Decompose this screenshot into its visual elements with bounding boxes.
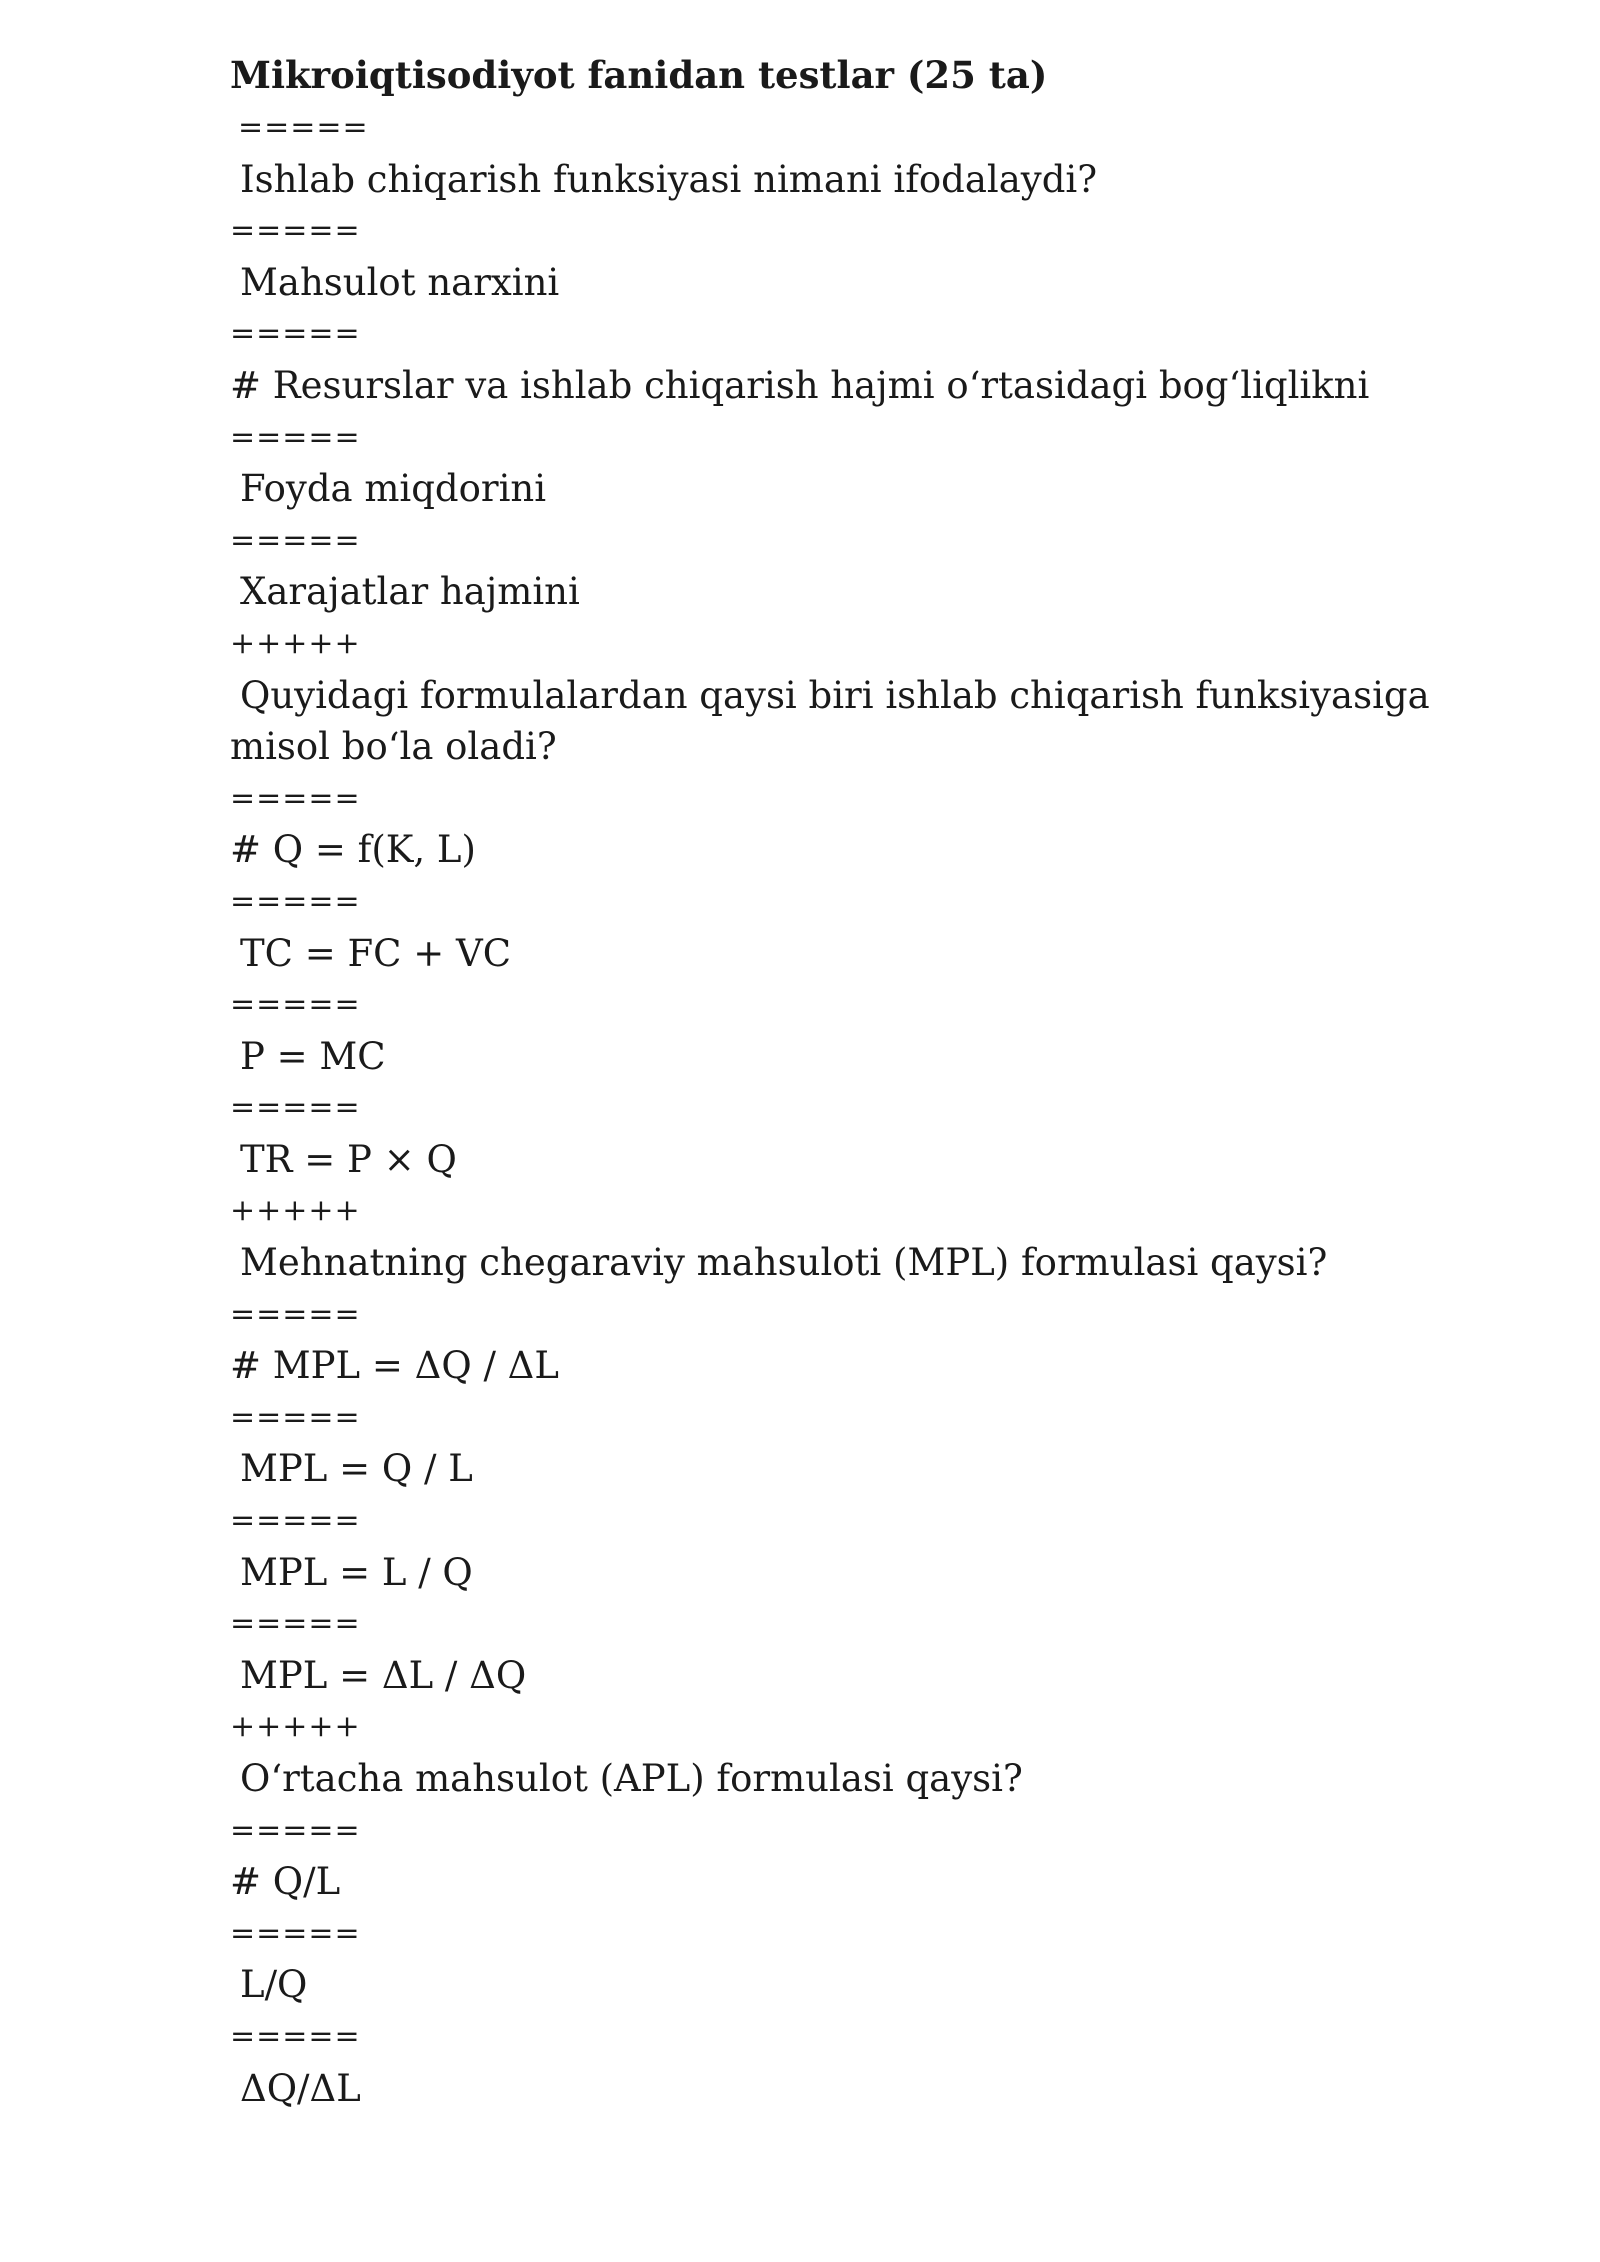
option-separator: ===== <box>230 316 361 352</box>
text-line: ΔQ/ΔL <box>240 2066 361 2110</box>
option-separator: ===== <box>230 1915 361 1951</box>
correct-answer-line: # Q = f(K, L) <box>230 828 476 872</box>
text-line: Quyidagi formulalardan qaysi biri ishlab chiqarish funksiyasiga <box>240 673 1430 717</box>
text-line: P = MC <box>240 1034 386 1078</box>
text-line: MPL = ΔL / ΔQ <box>240 1653 527 1697</box>
document-title: Mikroiqtisodiyot fanidan testlar (25 ta) <box>230 53 1048 97</box>
option-separator: ===== <box>230 780 361 816</box>
text-line: MPL = Q / L <box>240 1447 473 1491</box>
option-separator: ===== <box>230 419 361 455</box>
text-line: Oʻrtacha mahsulot (APL) formulasi qaysi? <box>240 1757 1023 1800</box>
text-line: Foyda miqdorini <box>240 467 547 511</box>
correct-answer-line: # Q/L <box>230 1860 341 1904</box>
text-line: TR = P × Q <box>240 1137 457 1181</box>
option-separator: ===== <box>230 883 361 919</box>
option-separator: ===== <box>230 1296 361 1332</box>
text-line: L/Q <box>240 1963 308 2007</box>
text-line: misol boʻla oladi? <box>230 725 557 769</box>
correct-answer-line: # MPL = ΔQ / ΔL <box>230 1344 559 1388</box>
option-separator: ===== <box>230 213 361 249</box>
text-line: MPL = L / Q <box>240 1550 473 1594</box>
document-body <box>230 102 1530 2114</box>
option-separator: ===== <box>230 1812 361 1848</box>
correct-answer-line: # Resurslar va ishlab chiqarish hajmi oʻrtasidagi bogʻliqlikni <box>230 363 1370 407</box>
option-separator: ===== <box>230 1399 361 1435</box>
text-line: Xarajatlar hajmini <box>240 570 580 614</box>
text-line: TC = FC + VC <box>240 931 512 975</box>
option-separator: ===== <box>238 110 369 145</box>
document-page <box>230 48 1530 2114</box>
question-separator: +++++ <box>230 1709 361 1745</box>
question-separator: +++++ <box>230 1193 361 1229</box>
question-separator: +++++ <box>230 625 361 661</box>
option-separator: ===== <box>230 522 361 558</box>
option-separator: ===== <box>230 1503 361 1539</box>
option-separator: ===== <box>230 987 361 1023</box>
option-separator: ===== <box>230 1090 361 1126</box>
text-line: Mehnatning chegaraviy mahsuloti (MPL) formulasi qaysi? <box>240 1241 1328 1285</box>
text-line: Mahsulot narxini <box>240 260 560 304</box>
text-line: Ishlab chiqarish funksiyasi nimani ifodalaydi? <box>240 157 1098 201</box>
option-separator: ===== <box>230 2018 361 2054</box>
option-separator: ===== <box>230 1606 361 1642</box>
